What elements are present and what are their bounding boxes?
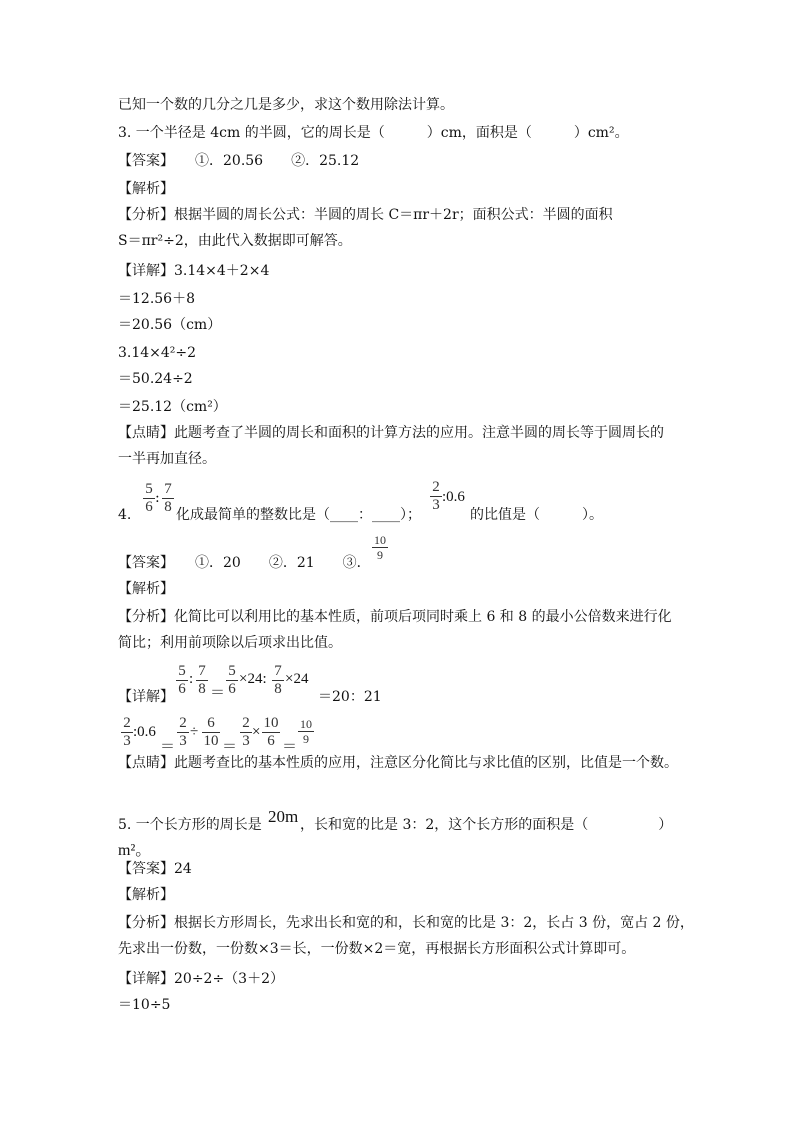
analysis-3b: S＝πr²÷2，由此代入数据即可解答。 xyxy=(118,233,352,249)
fraction-6-10 xyxy=(202,716,220,749)
numerator: 10 xyxy=(263,715,279,731)
analysis-heading: 【解析】 xyxy=(118,181,174,197)
answer-4: 【答案】 ①．20 ②．21 ③． xyxy=(118,555,371,571)
answer-3: 【答案】 ①．20.56 ②．25.12 xyxy=(118,153,360,169)
analysis-5a: 【分析】根据长方形周长，先求出长和宽的和，长和宽的比是 3：2，长占 3 份，宽占 2 份， xyxy=(118,915,694,931)
denominator: 6 xyxy=(267,733,275,749)
denominator: 6 xyxy=(178,681,186,697)
analysis-heading: 【解析】 xyxy=(118,581,174,597)
denominator: 8 xyxy=(198,681,206,697)
fraction-2-3 xyxy=(240,716,252,749)
detail-5b: ＝10÷5 xyxy=(118,997,171,1013)
detail-5a: 【详解】20÷2÷（3＋2） xyxy=(118,971,284,987)
analysis-heading: 【解析】 xyxy=(118,887,174,903)
fraction-10-6 xyxy=(262,716,280,749)
denominator: 3 xyxy=(432,497,440,513)
question-5b: ，长和宽的比是 3：2，这个长方形的面积是（ ） xyxy=(300,817,673,833)
detail-3d: 3.14×4²÷2 xyxy=(118,345,197,361)
analysis-5b: 先求出一份数，一份数×3＝长，一份数×2＝宽，再根据长方形面积公式计算即可。 xyxy=(118,941,636,957)
ratio-0-6: :0.6 xyxy=(442,489,465,505)
times-24: ×24: xyxy=(239,671,267,687)
divide: ÷ xyxy=(190,724,199,740)
numerator: 10 xyxy=(300,717,312,731)
fraction-7-8 xyxy=(272,664,284,697)
detail-3f: ＝25.12（cm²） xyxy=(118,399,227,415)
numerator: 2 xyxy=(242,715,250,731)
denominator: 9 xyxy=(377,548,383,562)
comment-3b: 一半再加直径。 xyxy=(118,451,216,467)
numerator: 2 xyxy=(179,715,187,731)
denominator: 3 xyxy=(123,733,131,749)
denominator: 9 xyxy=(303,732,309,746)
detail-4-result: ＝20：21 xyxy=(318,689,382,705)
question-4-number: 4. xyxy=(118,507,132,523)
fraction-2-3 xyxy=(121,716,133,749)
text-line: 已知一个数的几分之几是多少，求这个数用除法计算。 xyxy=(118,97,454,113)
numerator: 10 xyxy=(374,533,386,547)
fraction-5-6 xyxy=(226,664,238,697)
numerator: 5 xyxy=(178,663,186,679)
perimeter-value: 20m xyxy=(268,807,299,826)
numerator: 7 xyxy=(198,663,206,679)
denominator: 3 xyxy=(242,733,250,749)
fraction-7-8 xyxy=(162,482,174,515)
numerator: 2 xyxy=(123,715,131,731)
ratio-0-6: :0.6 xyxy=(133,724,156,740)
denominator: 6 xyxy=(145,499,153,515)
question-5c: m²。 xyxy=(118,842,152,859)
fraction-10-9 xyxy=(372,534,388,561)
numerator: 6 xyxy=(207,715,215,731)
question-4-text2: 的比值是（ ）。 xyxy=(470,507,603,523)
numerator: 7 xyxy=(164,481,172,497)
denominator: 8 xyxy=(274,681,282,697)
equals: ＝ xyxy=(160,739,176,755)
fraction-5-6 xyxy=(176,664,188,697)
analysis-4a: 【分析】化简比可以利用比的基本性质，前项后项同时乘上 6 和 8 的最小公倍数来进行化 xyxy=(118,609,672,625)
denominator: 10 xyxy=(203,733,219,749)
equals: ＝ xyxy=(282,739,298,755)
question-3: 3. 一个半径是 4cm 的半圆，它的周长是（ ）cm，面积是（ ）cm²。 xyxy=(118,125,629,141)
numerator: 5 xyxy=(228,663,236,679)
denominator: 3 xyxy=(179,733,187,749)
numerator: 2 xyxy=(432,479,440,495)
detail-3e: ＝50.24÷2 xyxy=(118,371,193,387)
detail-4-label: 【详解】 xyxy=(118,689,174,705)
denominator: 6 xyxy=(228,681,236,697)
comment-4: 【点睛】此题考查比的基本性质的应用，注意区分化简比与求比值的区别，比值是一个数。 xyxy=(118,755,678,771)
question-5a: 5. 一个长方形的周长是 xyxy=(118,817,262,833)
colon: : xyxy=(155,490,160,506)
question-4-text: 化成最简单的整数比是（____：____）； xyxy=(176,507,421,523)
analysis-4b: 简比；利用前项除以后项求出比值。 xyxy=(118,635,342,651)
detail-3a: 【详解】3.14×4＋2×4 xyxy=(118,263,270,279)
fraction-2-3 xyxy=(177,716,189,749)
fraction-5-6 xyxy=(143,482,155,515)
times: × xyxy=(252,724,261,740)
fraction-2-3 xyxy=(430,480,442,513)
colon: : xyxy=(189,671,194,687)
answer-5: 【答案】24 xyxy=(118,861,192,877)
fraction-10-9 xyxy=(298,718,314,745)
detail-3b: ＝12.56＋8 xyxy=(118,291,195,307)
numerator: 5 xyxy=(145,481,153,497)
denominator: 8 xyxy=(164,499,172,515)
equals: ＝ xyxy=(210,685,226,701)
times-24: ×24 xyxy=(285,671,309,687)
fraction-7-8 xyxy=(196,664,208,697)
detail-3c: ＝20.56（cm） xyxy=(118,317,222,333)
comment-3a: 【点睛】此题考查了半圆的周长和面积的计算方法的应用。注意半圆的周长等于圆周长的 xyxy=(118,425,664,441)
equals: ＝ xyxy=(222,739,238,755)
numerator: 7 xyxy=(274,663,282,679)
analysis-3a: 【分析】根据半圆的周长公式：半圆的周长 C＝πr＋2r；面积公式：半圆的面积 xyxy=(118,207,613,223)
